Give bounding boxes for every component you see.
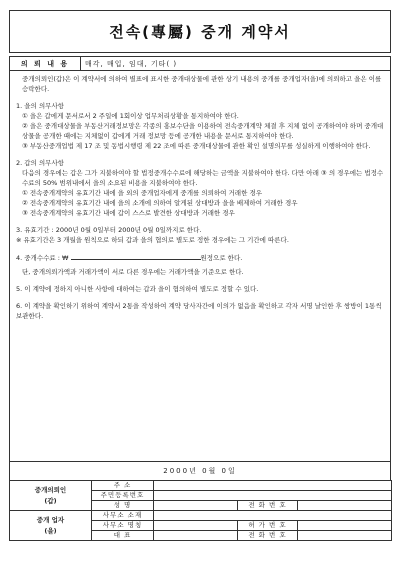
section1-item: ② 을은 중개대상물을 부동산거래정보망은 각종의 홍보수단을 이용하여 전속중개계약 체결 후 지체 없이 공개하여야 하며 중개대상물을 공개한 때에는 지체없이 갑에게 거래 정보망 등에 공개한 내용을 문서로 통지하여야 한다. bbox=[22, 122, 384, 140]
client-address-field[interactable] bbox=[154, 481, 392, 491]
agent-label: 중개 업자 (을) bbox=[10, 511, 92, 541]
agent-license-field[interactable] bbox=[298, 521, 392, 531]
request-label: 의 뢰 내 용 bbox=[10, 57, 81, 70]
parties-table bbox=[9, 480, 392, 541]
client-name-label: 성 명 bbox=[92, 501, 154, 511]
client-phone-field[interactable] bbox=[298, 501, 392, 511]
client-phone-label: 전 화 번 호 bbox=[238, 501, 298, 511]
section2-item: ② 전속중개계약의 유효기간 내에 을의 소개에 의하여 알게된 상대방과 을을 배제하여 거래한 경우 bbox=[22, 199, 298, 207]
agent-representative-field[interactable] bbox=[154, 531, 238, 541]
fee-prefix: 4. 중개수수료 : ₩ bbox=[16, 254, 69, 262]
section2-item: ③ 전속중개계약의 유효기간 내에 갑이 스스로 발견한 상대방과 거래한 경우 bbox=[22, 209, 235, 217]
section1-heading: 1. 을의 의무사항 bbox=[16, 102, 65, 110]
agent-office-name-field[interactable] bbox=[154, 521, 238, 531]
agent-license-label: 허 가 번 호 bbox=[238, 521, 298, 531]
contract-body bbox=[9, 71, 391, 462]
intro-text: 중개의뢰인(갑)은 이 계약서에 의하여 별표에 표시한 중개대상물에 관한 상기 내용의 중개를 중개업자(을)에 의뢰하고 을은 이를 승락한다. bbox=[22, 75, 382, 93]
section2-item: ① 전속중개계약의 유효기간 내에 을 외의 중개업자에게 중개를 의뢰하여 거래한 경우 bbox=[22, 189, 262, 197]
client-label: 중개의뢰인 (갑) bbox=[10, 481, 92, 511]
title-box bbox=[9, 10, 391, 53]
section2-intro: 다음의 경우에는 갑은 그가 지불하여야 할 법정중개수수료에 해당하는 금액을 지불하여야 한다. 다만 아래 ③ 의 경우에는 법정수수료의 50% 범위내에서 을의 소요된 비용을 지불하여야 한다. bbox=[22, 169, 384, 187]
request-row bbox=[9, 56, 391, 71]
agent-office-address-label: 사무소 소재 bbox=[92, 511, 154, 521]
client-resident-no-label: 주민등록번호 bbox=[92, 491, 154, 501]
fee-blank[interactable] bbox=[71, 252, 201, 260]
contract-date: 2000년 0월 0일 bbox=[9, 462, 391, 480]
client-resident-no-field[interactable] bbox=[154, 491, 392, 501]
section3-period: 3. 유효기간 : 2000년 0월 0일부터 2000년 0월 0일까지로 한다. bbox=[16, 226, 202, 234]
section2-heading: 2. 갑의 의무사항 bbox=[16, 159, 65, 167]
section1-item: ① 을은 갑에게 문서로서 2 주일에 1회이상 업무처리상황을 통지하여야 한다. bbox=[22, 112, 239, 120]
client-name-field[interactable] bbox=[154, 501, 238, 511]
section4-fee bbox=[16, 252, 384, 263]
agent-phone-label: 전 화 번 호 bbox=[238, 531, 298, 541]
agent-representative-label: 대 표 bbox=[92, 531, 154, 541]
client-address-label: 주 소 bbox=[92, 481, 154, 491]
section1-item: ③ 부동산중개업법 제 17 조 및 동법시행령 제 22 조에 따른 중개대상물에 관한 확인 설명의무를 성실하게 이행하여야 한다. bbox=[22, 142, 371, 150]
agent-office-address-field[interactable] bbox=[154, 511, 392, 521]
section3-note: ※ 유효기간은 3 개월을 원칙으로 하되 갑과 을의 협의로 별도로 정한 경우에는 그 기간에 따른다. bbox=[16, 236, 289, 244]
section5-text: 5. 이 계약에 정하지 아니한 사항에 대하여는 갑과 을이 협의하여 별도로 정할 수 있다. bbox=[16, 285, 259, 293]
agent-office-name-label: 사무소 명칭 bbox=[92, 521, 154, 531]
section4-note: 단, 중개의뢰가액과 거래가액이 서로 다른 경우에는 거래가액을 기준으로 한다. bbox=[22, 268, 244, 276]
request-value: 매각, 매입, 임대, 기타( ) bbox=[85, 59, 178, 68]
fee-suffix: 원정으로 한다. bbox=[200, 254, 243, 262]
page-title: 전속(專屬) 중개 계약서 bbox=[109, 23, 291, 41]
agent-phone-field[interactable] bbox=[298, 531, 392, 541]
section6-text: 6. 이 계약을 확인하기 위하여 계약서 2통을 작성하여 계약 당사자간에 이의가 없음을 확인하고 각자 서명 날인한 후 쌍방이 1통씩 보관한다. bbox=[16, 302, 382, 320]
